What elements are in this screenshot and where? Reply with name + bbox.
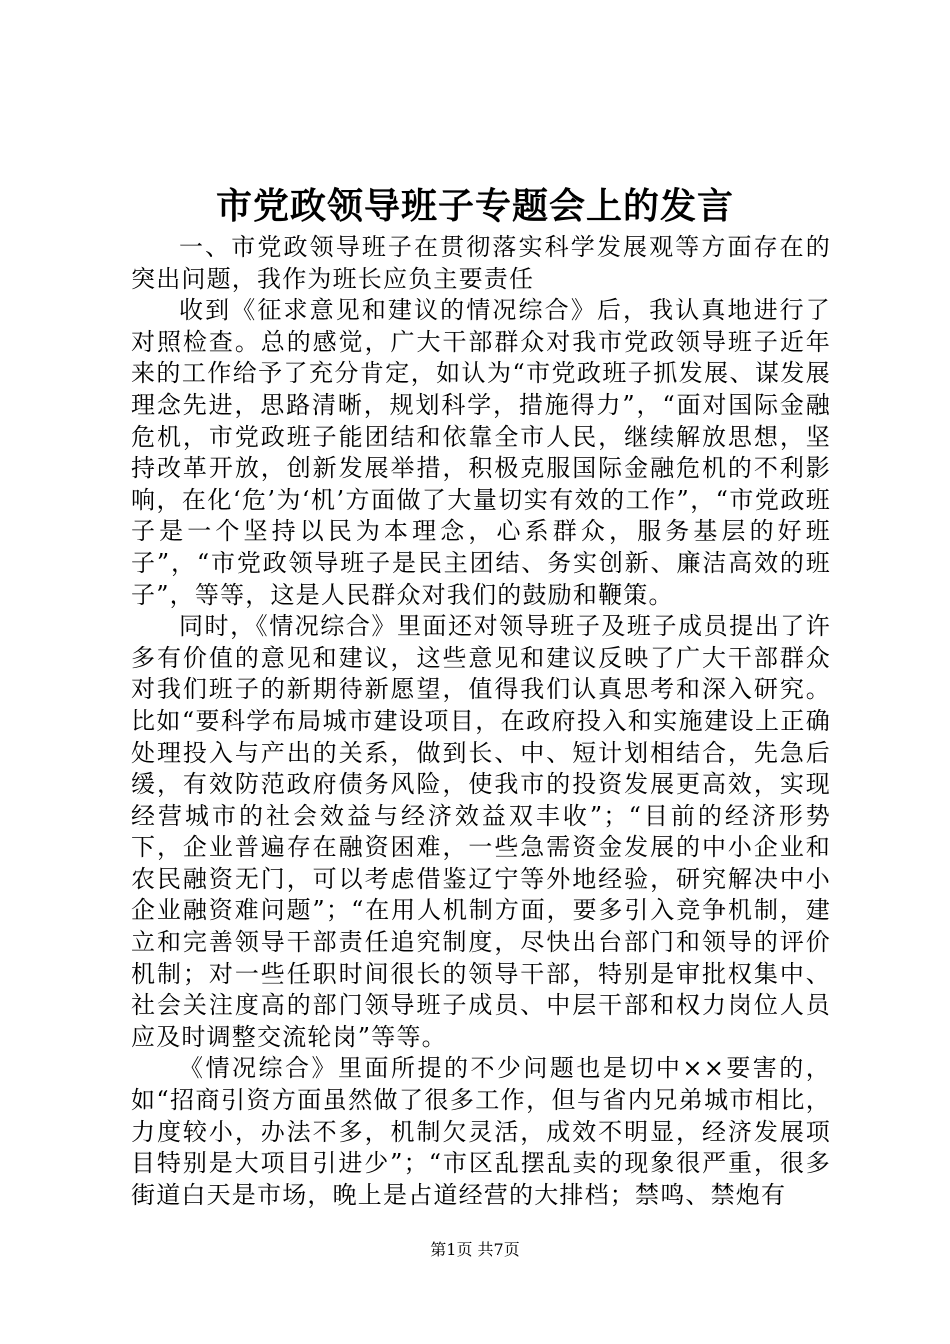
paragraph-suggestions: 同时，《情况综合》里面还对领导班子及班子成员提出了许多有价值的意见和建议，这些意见和建议反映了广大干部群众对我们班子的新期待新愿望，值得我们认真思考和深入研究。比如“要科学布局城市建设项目，在政府投入和实施建设上正确处理投入与产出的关系，做到长、中、短计划相结合，先急后缓，有效防范政府债务风险，使我市的投资发展更高效，实现经营城市的社会效益与经济效益双丰收”；“目前的经济形势下，企业普遍存在融资困难，一些急需资金发展的中小企业和农民融资无门，可以考虑借鉴辽宁等外地经验，研究解决中小企业融资难问题”；“在用人机制方面，要多引入竞争机制，建立和完善领导干部责任追究制度，尽快出台部门和领导的评价机制；对一些任职时间很长的领导干部，特别是审批权集中、社会关注度高的部门领导班子成员、中层干部和权力岗位人员应及时调整交流轮岗”等等。 — [131, 612, 831, 1051]
paragraph-heading: 一、市党政领导班子在贯彻落实科学发展观等方面存在的突出问题，我作为班长应负主要责任 — [131, 233, 831, 293]
document-title: 市党政领导班子专题会上的发言 — [215, 185, 734, 227]
paragraph-feedback: 收到《征求意见和建议的情况综合》后，我认真地进行了对照检查。总的感觉，广大干部群众对我市党政领导班子近年来的工作给予了充分肯定，如认为“市党政班子抓发展、谋发展理念先进，思路清晰，规划科学，措施得力”，“面对国际金融危机，市党政班子能团结和依靠全市人民，继续解放思想，坚持改革开放，创新发展举措，积极克服国际金融危机的不利影响，在化‘危’为‘机’方面做了大量切实有效的工作”，“市党政班子是一个坚持以民为本理念，心系群众，服务基层的好班子”，“市党政领导班子是民主团结、务实创新、廉洁高效的班子”，等等，这是人民群众对我们的鼓励和鞭策。 — [131, 296, 831, 609]
paragraph-problems: 《情况综合》里面所提的不少问题也是切中××要害的，如“招商引资方面虽然做了很多工作，但与省内兄弟城市相比，力度较小，办法不多，机制欠灵活，成效不明显，经济发展项目特别是大项目引进少”；“市区乱摆乱卖的现象很严重，很多街道白天是市场，晚上是占道经营的大排档；禁鸣、禁炮有 — [131, 1054, 831, 1209]
page-number-footer: 第1页 共7页 — [430, 1240, 520, 1259]
document-body — [131, 232, 831, 1211]
